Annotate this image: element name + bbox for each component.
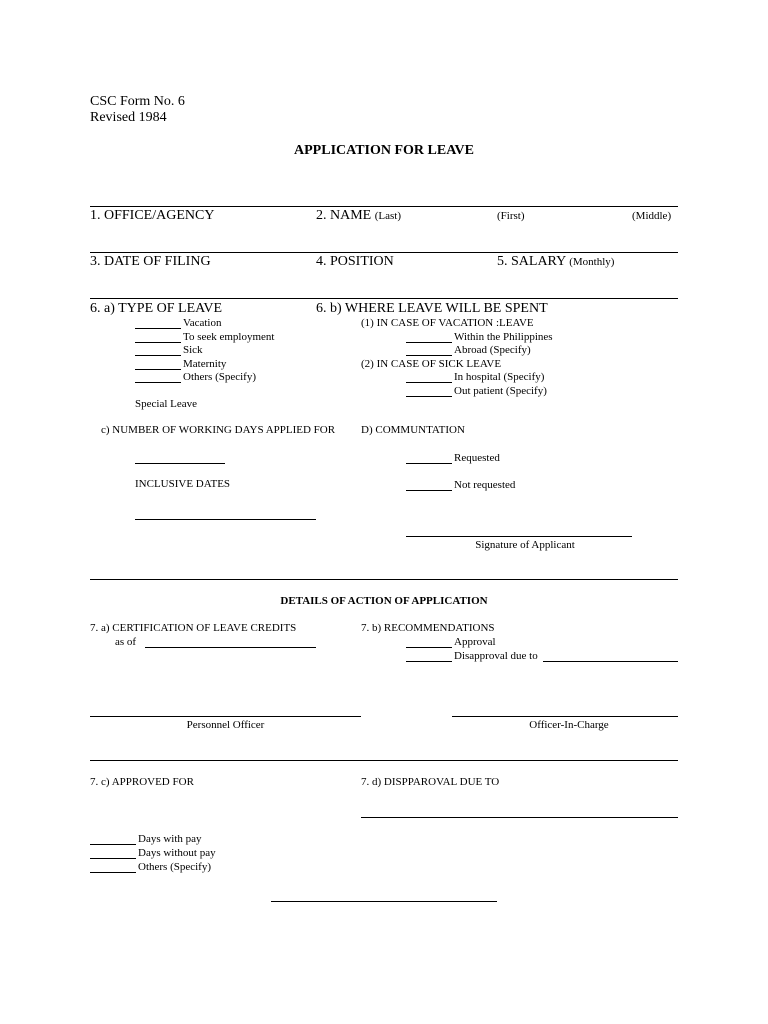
disapproval-option: Disapproval due to <box>454 650 538 662</box>
out-patient-blank[interactable] <box>406 396 452 397</box>
days-without-pay-label: Days without pay <box>138 847 216 859</box>
not-requested-option: Not requested <box>454 479 516 491</box>
abroad-blank[interactable] <box>406 355 452 356</box>
divider-line <box>90 579 678 580</box>
special-leave-label: Special Leave <box>135 398 197 410</box>
salary-monthly-label: (Monthly) <box>569 256 615 268</box>
certification-label: 7. a) CERTIFICATION OF LEAVE CREDITS <box>90 622 297 634</box>
where-leave-spent-heading: 6. b) WHERE LEAVE WILL BE SPENT <box>316 301 548 316</box>
divider-line <box>90 206 678 207</box>
leave-option-vacation: Vacation <box>183 317 222 329</box>
as-of-blank[interactable] <box>145 647 316 648</box>
working-days-label: c) NUMBER OF WORKING DAYS APPLIED FOR <box>101 424 336 436</box>
name-label <box>316 209 401 223</box>
form-title: APPLICATION FOR LEAVE <box>294 143 474 158</box>
days-with-pay-label: Days with pay <box>138 833 202 845</box>
sick-blank[interactable] <box>135 355 181 356</box>
not-requested-blank[interactable] <box>406 490 452 491</box>
within-philippines-blank[interactable] <box>406 342 452 343</box>
inclusive-dates-label: INCLUSIVE DATES <box>135 478 231 490</box>
sick-case-label: (2) IN CASE OF SICK LEAVE <box>361 358 502 370</box>
name-middle-label: (Middle) <box>632 210 672 222</box>
others-specify-blank[interactable] <box>90 872 136 873</box>
abroad-option: Abroad (Specify) <box>454 344 531 356</box>
leave-option-others: Others (Specify) <box>183 371 257 383</box>
disapproval-due-label: 7. d) DISPPAROVAL DUE TO <box>361 776 500 788</box>
type-of-leave-heading: 6. a) TYPE OF LEAVE <box>90 301 223 316</box>
out-patient-option: Out patient (Specify) <box>454 385 547 397</box>
others-blank[interactable] <box>135 382 181 383</box>
days-with-pay-blank[interactable] <box>90 844 136 845</box>
officer-in-charge-label: Officer-In-Charge <box>529 719 609 731</box>
maternity-blank[interactable] <box>135 369 181 370</box>
name-label-text: 2. NAME <box>316 208 372 223</box>
in-hospital-blank[interactable] <box>406 382 452 383</box>
recommendations-label: 7. b) RECOMMENDATIONS <box>361 622 495 634</box>
applicant-signature-line[interactable] <box>406 536 632 537</box>
disapproval-reason-blank[interactable] <box>543 661 678 662</box>
date-of-filing-label: 3. DATE OF FILING <box>90 254 211 269</box>
inclusive-dates-blank[interactable] <box>135 519 316 520</box>
in-hospital-option: In hospital (Specify) <box>454 371 545 383</box>
requested-option: Requested <box>454 452 500 464</box>
divider-line <box>90 760 678 761</box>
office-agency-label: 1. OFFICE/AGENCY <box>90 208 215 223</box>
leave-option-sick: Sick <box>183 344 203 356</box>
final-signature-line[interactable] <box>271 901 497 902</box>
requested-blank[interactable] <box>406 463 452 464</box>
approved-for-label: 7. c) APPROVED FOR <box>90 776 194 788</box>
vacation-case-label: (1) IN CASE OF VACATION :LEAVE <box>361 317 534 329</box>
personnel-officer-label: Personnel Officer <box>186 719 265 731</box>
position-label: 4. POSITION <box>316 254 394 269</box>
approval-blank[interactable] <box>406 647 452 648</box>
revision-date: Revised 1984 <box>90 110 167 125</box>
leave-option-seek-employment: To seek employment <box>183 331 275 343</box>
form-number: CSC Form No. 6 <box>90 94 185 109</box>
divider-line <box>90 298 678 299</box>
personnel-officer-signature-line[interactable] <box>90 716 361 717</box>
others-specify-label: Others (Specify) <box>138 861 212 873</box>
leave-option-maternity: Maternity <box>183 358 227 370</box>
as-of-label: as of <box>115 636 137 648</box>
days-without-pay-blank[interactable] <box>90 858 136 859</box>
name-first-label: (First) <box>497 210 525 222</box>
details-heading: DETAILS OF ACTION OF APPLICATION <box>280 595 488 607</box>
officer-in-charge-signature-line[interactable] <box>452 716 678 717</box>
working-days-blank[interactable] <box>135 463 225 464</box>
disapproval-blank[interactable] <box>406 661 452 662</box>
approval-option: Approval <box>454 636 496 648</box>
name-last-label: (Last) <box>374 210 401 222</box>
divider-line <box>90 252 678 253</box>
seek-employment-blank[interactable] <box>135 342 181 343</box>
disapproval-due-blank[interactable] <box>361 817 678 818</box>
signature-of-applicant-label: Signature of Applicant <box>475 539 575 551</box>
salary-label <box>497 255 614 269</box>
vacation-blank[interactable] <box>135 328 181 329</box>
within-philippines-option: Within the Philippines <box>454 331 553 343</box>
commutation-label: D) COMMUNTATION <box>361 424 465 436</box>
salary-label-text: 5. SALARY <box>497 254 566 269</box>
